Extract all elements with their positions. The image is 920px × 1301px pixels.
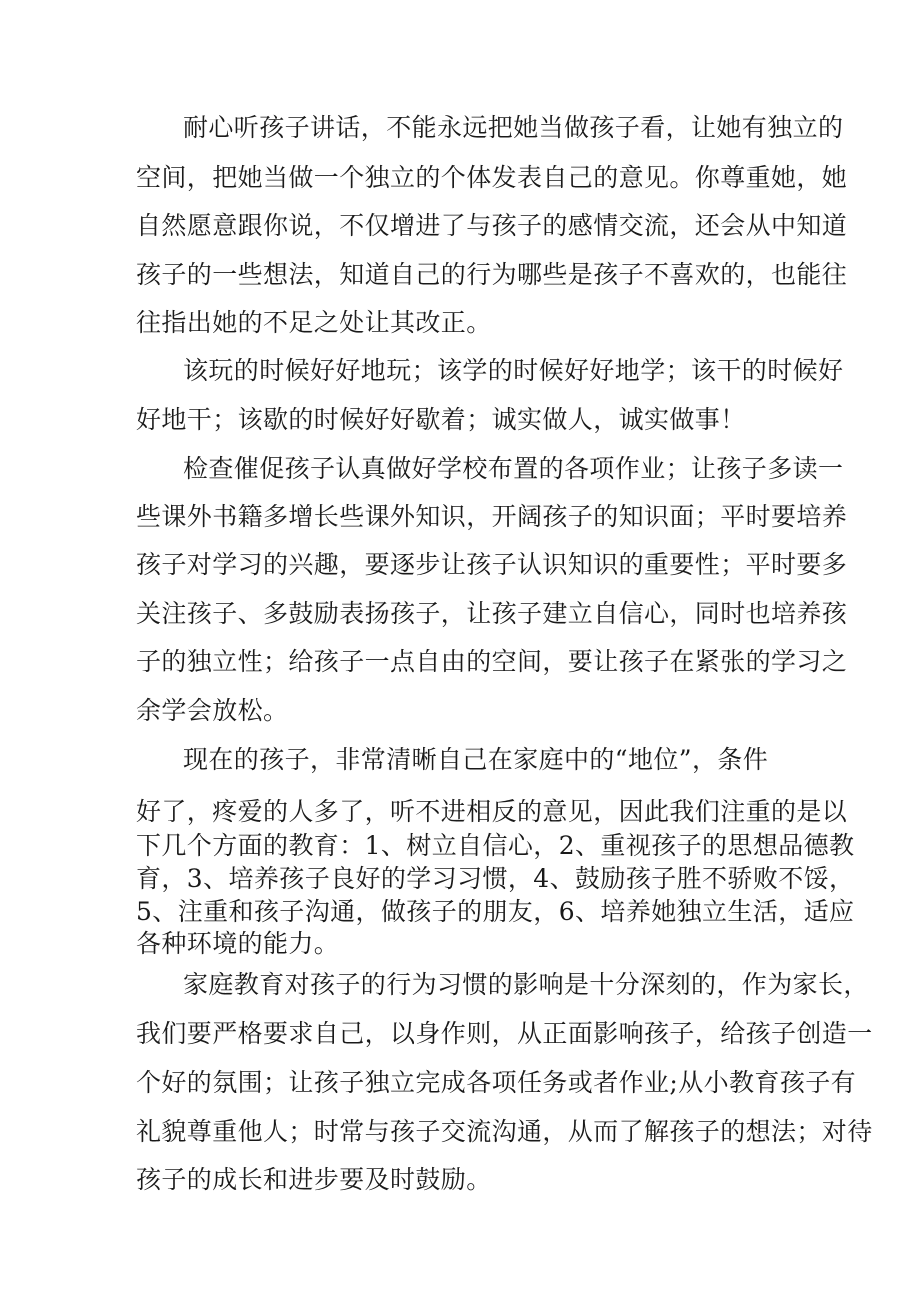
paragraph-5-line-3: 个好的氛围；让孩子独立完成各项任务或者作业;从小教育孩子有: [136, 1068, 857, 1097]
paragraph-3-line-6: 余学会放松。: [136, 696, 289, 725]
paragraph-1-line-3: 自然愿意跟你说，不仅增进了与孩子的感情交流，还会从中知道: [136, 211, 848, 240]
paragraph-4-line-4: 育，3、培养孩子良好的学习习惯，4、鼓励孩子胜不骄败不馁，: [136, 864, 855, 893]
paragraph-4-line-3: 下几个方面的教育：1、树立自信心，2、重视孩子的思想品德教: [136, 831, 855, 860]
paragraph-4-line-6: 各种环境的能力。: [136, 929, 340, 958]
paragraph-1-line-1: 耐心听孩子讲话，不能永远把她当做孩子看，让她有独立的: [183, 113, 844, 142]
paragraph-5-line-2: 我们要严格要求自己，以身作则，从正面影响孩子，给孩子创造一: [136, 1019, 873, 1048]
paragraph-2-line-2: 好地干；该歇的时候好好歇着；诚实做人，诚实做事！: [136, 405, 746, 434]
paragraph-5-line-5: 孩子的成长和进步要及时鼓励。: [136, 1165, 492, 1194]
paragraph-3-line-1: 检查催促孩子认真做好学校布置的各项作业；让孩子多读一: [183, 454, 844, 483]
paragraph-4-line-2: 好了，疼爱的人多了，听不进相反的意见，因此我们注重的是以: [136, 797, 848, 826]
paragraph-5-line-4: 礼貌尊重他人；时常与孩子交流沟通，从而了解孩子的想法；对待: [136, 1117, 873, 1146]
paragraph-5-line-1: 家庭教育对孩子的行为习惯的影响是十分深刻的，作为家长，: [183, 970, 869, 999]
paragraph-3-line-2: 些课外书籍多增长些课外知识，开阔孩子的知识面；平时要培养: [136, 502, 848, 531]
paragraph-3-line-3: 孩子对学习的兴趣，要逐步让孩子认识知识的重要性；平时要多: [136, 550, 848, 579]
paragraph-3-line-5: 子的独立性；给孩子一点自由的空间，要让孩子在紧张的学习之: [136, 647, 848, 676]
paragraph-2-line-1: 该玩的时候好好地玩；该学的时候好好地学；该干的时候好: [183, 356, 844, 385]
paragraph-3-line-4: 关注孩子、多鼓励表扬孩子，让孩子建立自信心，同时也培养孩: [136, 599, 848, 628]
paragraph-4-line-5: 5、注重和孩子沟通，做孩子的朋友，6、培养她独立生活，适应: [136, 897, 855, 926]
paragraph-1-line-5: 往指出她的不足之处让其改正。: [136, 308, 492, 337]
paragraph-1-line-2: 空间，把她当做一个独立的个体发表自己的意见。你尊重她，她: [136, 163, 848, 192]
paragraph-4-line-1: 现在的孩子，非常清晰自己在家庭中的“地位”，条件: [183, 745, 769, 774]
paragraph-1-line-4: 孩子的一些想法，知道自己的行为哪些是孩子不喜欢的，也能往: [136, 260, 848, 289]
